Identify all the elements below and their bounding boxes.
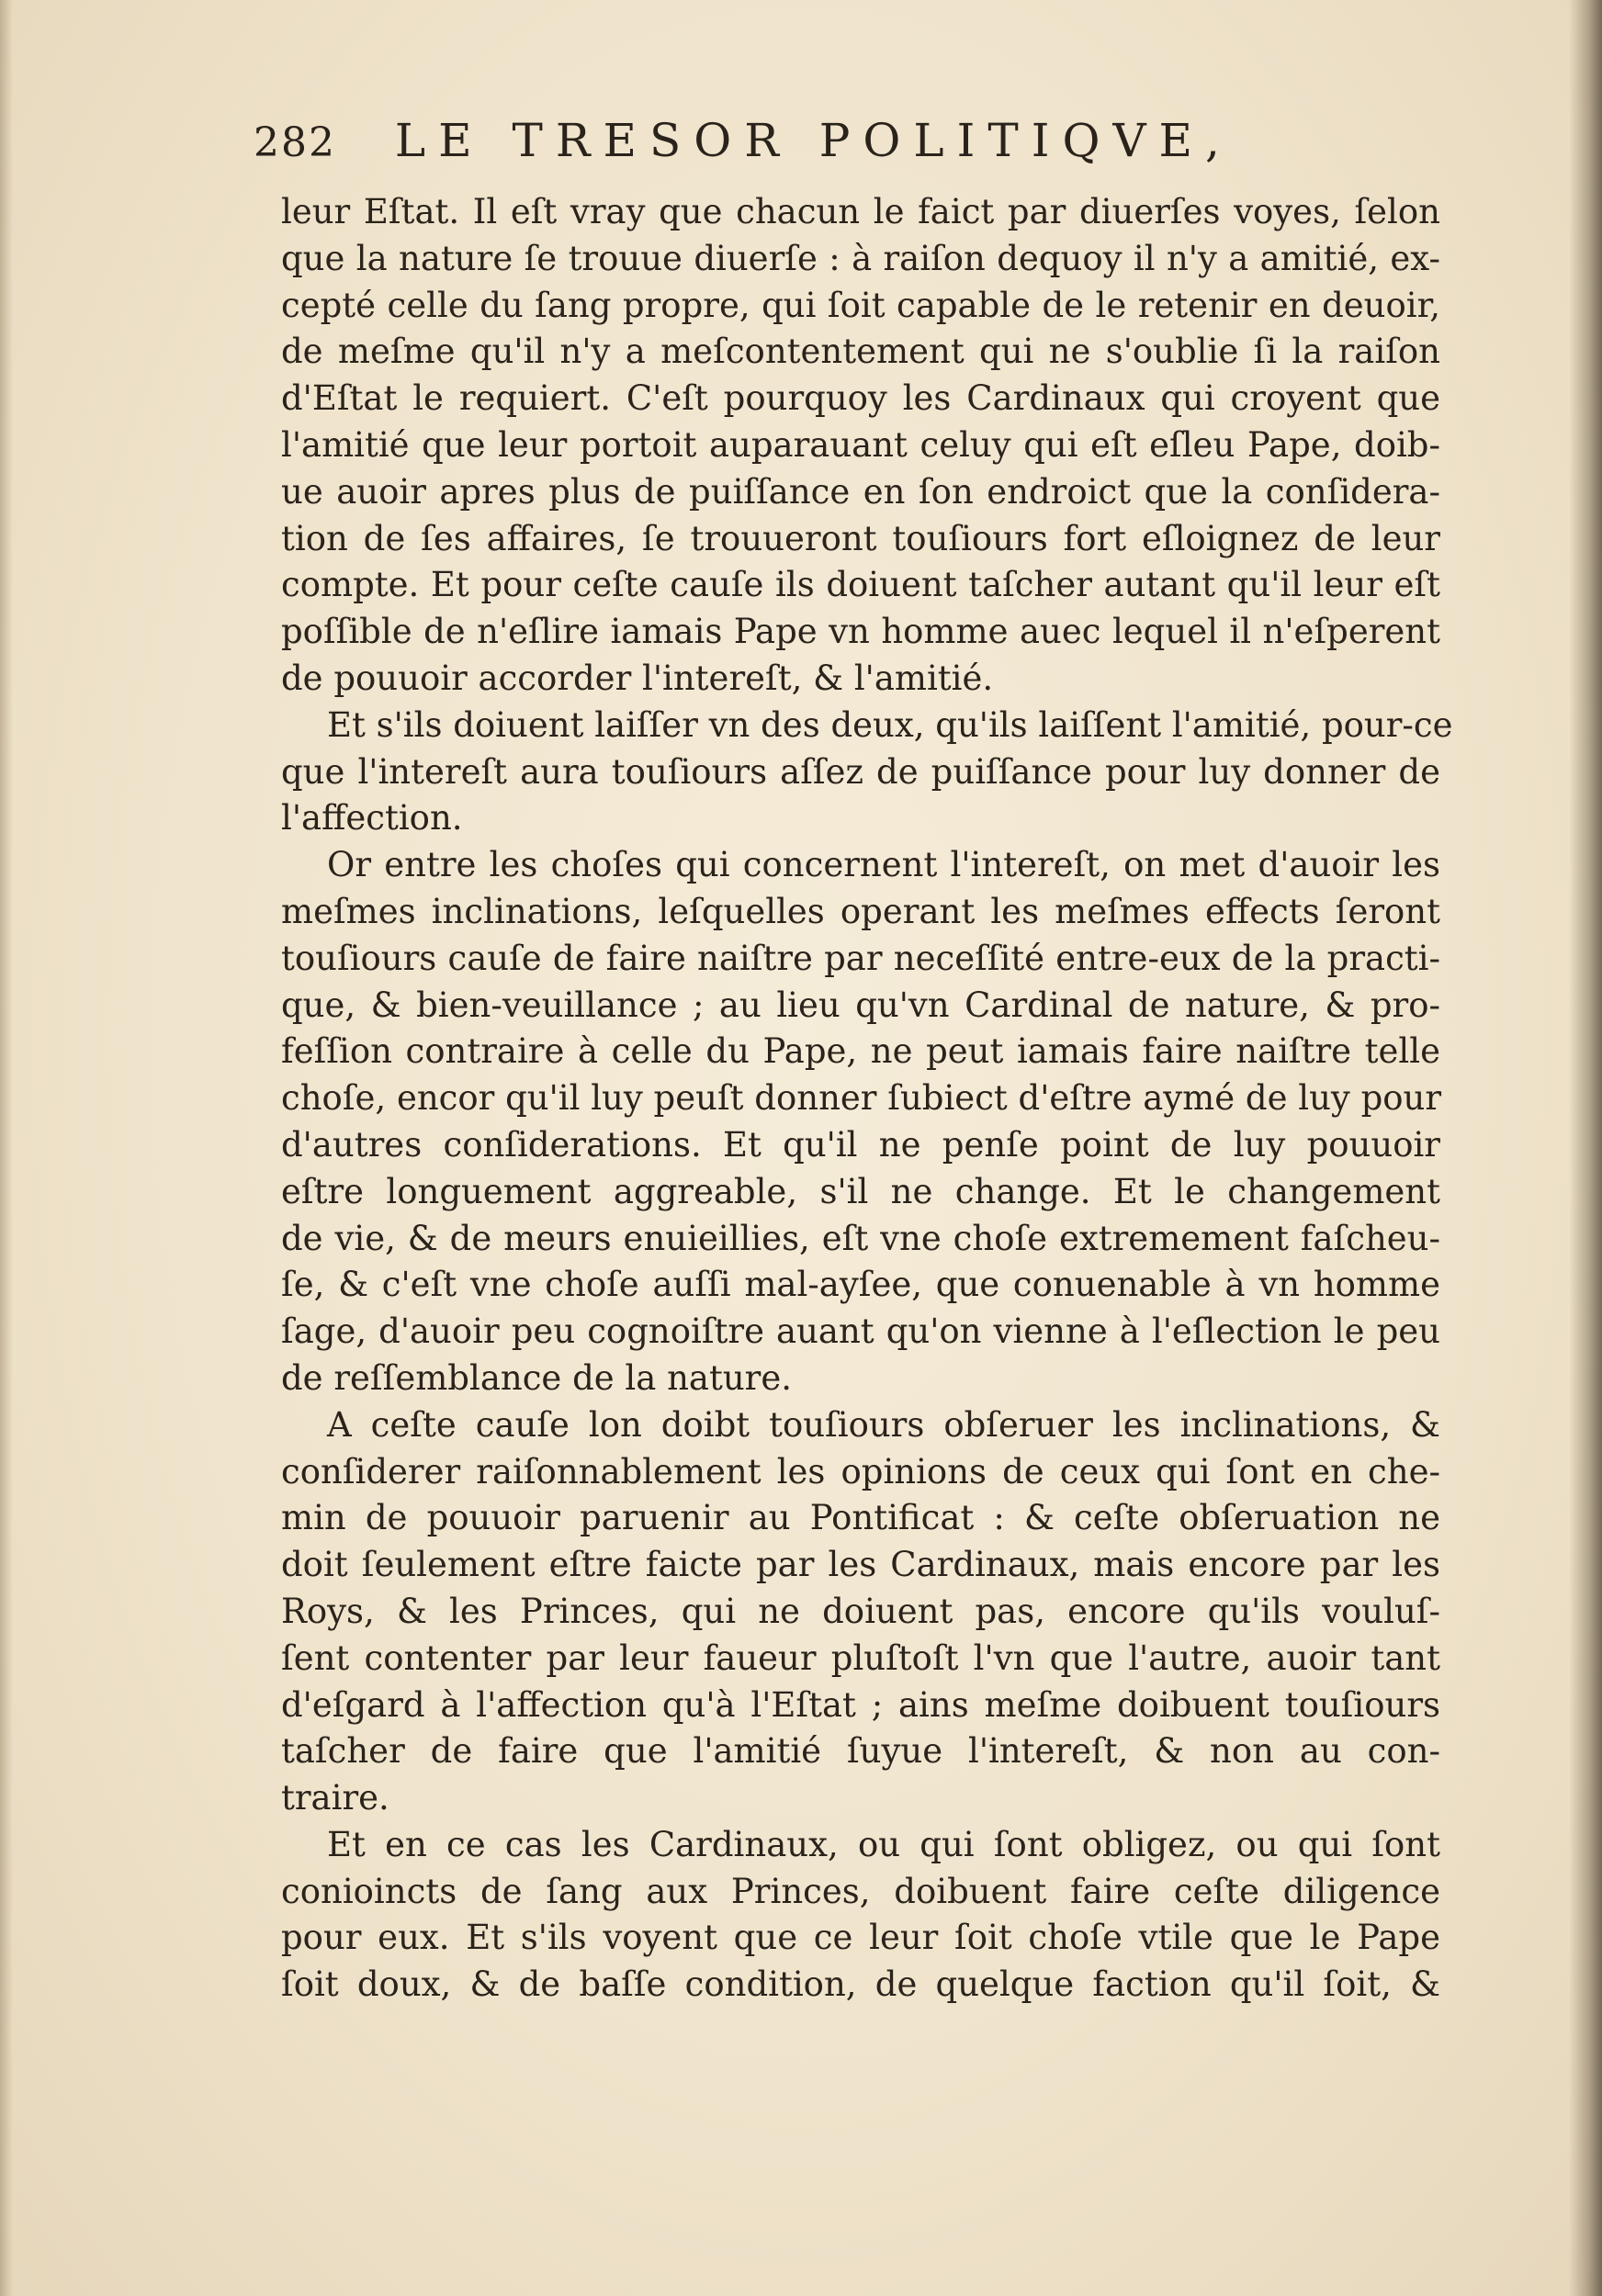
text-line: l'amitié que leur portoit auparauant celuy qui eſt eſleu Pape, doib- [281, 424, 1440, 465]
text-line: ſent contenter par leur faueur pluſtoſt l'vn que l'autre, auoir tant [281, 1638, 1440, 1678]
paragraph [281, 842, 1440, 1402]
text-line: de pouuoir accorder l'intereſt, & l'amitié. [281, 658, 994, 698]
text-line: tion de ſes affaires, ſe trouueront touſiours fort eſloignez de leur [281, 518, 1440, 558]
paragraph [281, 189, 1440, 703]
paragraph [281, 703, 1453, 842]
text-line: taſcher de faire que l'amitié ſuyue l'intereſt, & non au con- [281, 1731, 1440, 1772]
text-line: ſage, d'auoir peu cognoiſtre auant qu'on vienne à l'eſlection le peu [281, 1311, 1440, 1352]
text-line: que, & bien-veuillance ; au lieu qu'vn Cardinal de nature, & pro- [281, 985, 1440, 1025]
text-line: traire. [281, 1778, 389, 1818]
page-left-edge [0, 0, 13, 2296]
text-line: d'Eſtat le requiert. C'eſt pourquoy les Cardinaux qui croyent que [281, 378, 1440, 419]
text-line: Roys, & les Princes, qui ne doiuent pas, encore qu'ils vouluſ- [281, 1591, 1440, 1631]
running-title: LE TRESOR POLITIQVE, [394, 114, 1233, 167]
text-line: poſſible de n'eſlire iamais Pape vn homme auec lequel il n'eſperent [281, 612, 1440, 652]
text-line: d'eſgard à l'affection qu'à l'Eſtat ; ains meſme doibuent touſiours [281, 1684, 1440, 1725]
text-line: l'affection. [281, 798, 463, 838]
text-line: eſtre longuement aggreable, s'il ne change. Et le changement [281, 1171, 1440, 1211]
text-line: meſmes inclinations, leſquelles operant les meſmes effects ſeront [281, 891, 1440, 931]
text-line: de reſſemblance de la nature. [281, 1357, 793, 1398]
text-line: que la nature ſe trouue diuerſe : à raiſon dequoy il n'y a amitié, ex- [281, 238, 1440, 278]
text-line: que l'intereſt aura touſiours aſſez de puiſſance pour luy donner de [281, 751, 1440, 792]
text-line: de meſme qu'il n'y a meſcontentement qui ne s'oublie ſi la raiſon [281, 332, 1440, 372]
binding-shadow [1569, 0, 1602, 2296]
running-head [254, 108, 1264, 173]
text-line: conioincts de ſang aux Princes, doibuent faire ceſte diligence [281, 1871, 1440, 1911]
text-line: ſoit doux, & de baſſe condition, de quelque faction qu'il ſoit, & [281, 1964, 1440, 2005]
paragraph [281, 1822, 1440, 2009]
text-line: conſiderer raiſonnablement les opinions de ceux qui ſont en che- [281, 1451, 1440, 1491]
text-line: ſe, & c'eſt vne choſe auſſi mal-ayſee, que conuenable à vn homme [281, 1265, 1440, 1305]
page-number: 282 [254, 119, 336, 166]
text-line: d'autres conſiderations. Et qu'il ne penſe point de luy pouuoir [281, 1124, 1440, 1165]
paragraph [281, 1402, 1440, 1822]
text-line: Et en ce cas les Cardinaux, ou qui ſont obligez, ou qui ſont [327, 1824, 1440, 1864]
text-line: feſſion contraire à celle du Pape, ne peut iamais faire naiſtre telle [281, 1031, 1440, 1072]
text-line: touſiours cauſe de faire naiſtre par neceſſité entre-eux de la practi- [281, 938, 1440, 978]
text-line: min de pouuoir paruenir au Pontificat : & ceſte obſeruation ne [281, 1498, 1440, 1538]
text-line: ue auoir apres plus de puiſſance en ſon endroict que la conſidera- [281, 471, 1440, 512]
text-line: Et s'ils doiuent laiſſer vn des deux, qu'ils laiſſent l'amitié, pour-ce [327, 704, 1453, 745]
text-line: choſe, encor qu'il luy peuſt donner ſubiect d'eſtre aymé de luy pour [281, 1078, 1442, 1119]
text-line: A ceſte cauſe lon doibt touſiours obſeruer les inclinations, & [327, 1404, 1440, 1445]
text-line: Or entre les choſes qui concernent l'intereſt, on met d'auoir les [327, 845, 1440, 885]
text-line: compte. Et pour ceſte cauſe ils doiuent taſcher autant qu'il leur eſt [281, 565, 1440, 605]
text-line: de vie, & de meurs enuieillies, eſt vne choſe extremement faſcheu- [281, 1218, 1440, 1258]
text-line: doit ſeulement eſtre faicte par les Cardinaux, mais encore par les [281, 1545, 1440, 1585]
text-line: leur Eſtat. Il eſt vray que chacun le faict par diuerſes voyes, ſelon [281, 192, 1440, 231]
text-line: cepté celle du ſang propre, qui ſoit capable de le retenir en deuoir, [281, 285, 1440, 325]
text-line: pour eux. Et s'ils voyent que ce leur ſoit choſe vtile que le Pape [281, 1918, 1440, 1958]
body-text [281, 189, 1453, 2009]
